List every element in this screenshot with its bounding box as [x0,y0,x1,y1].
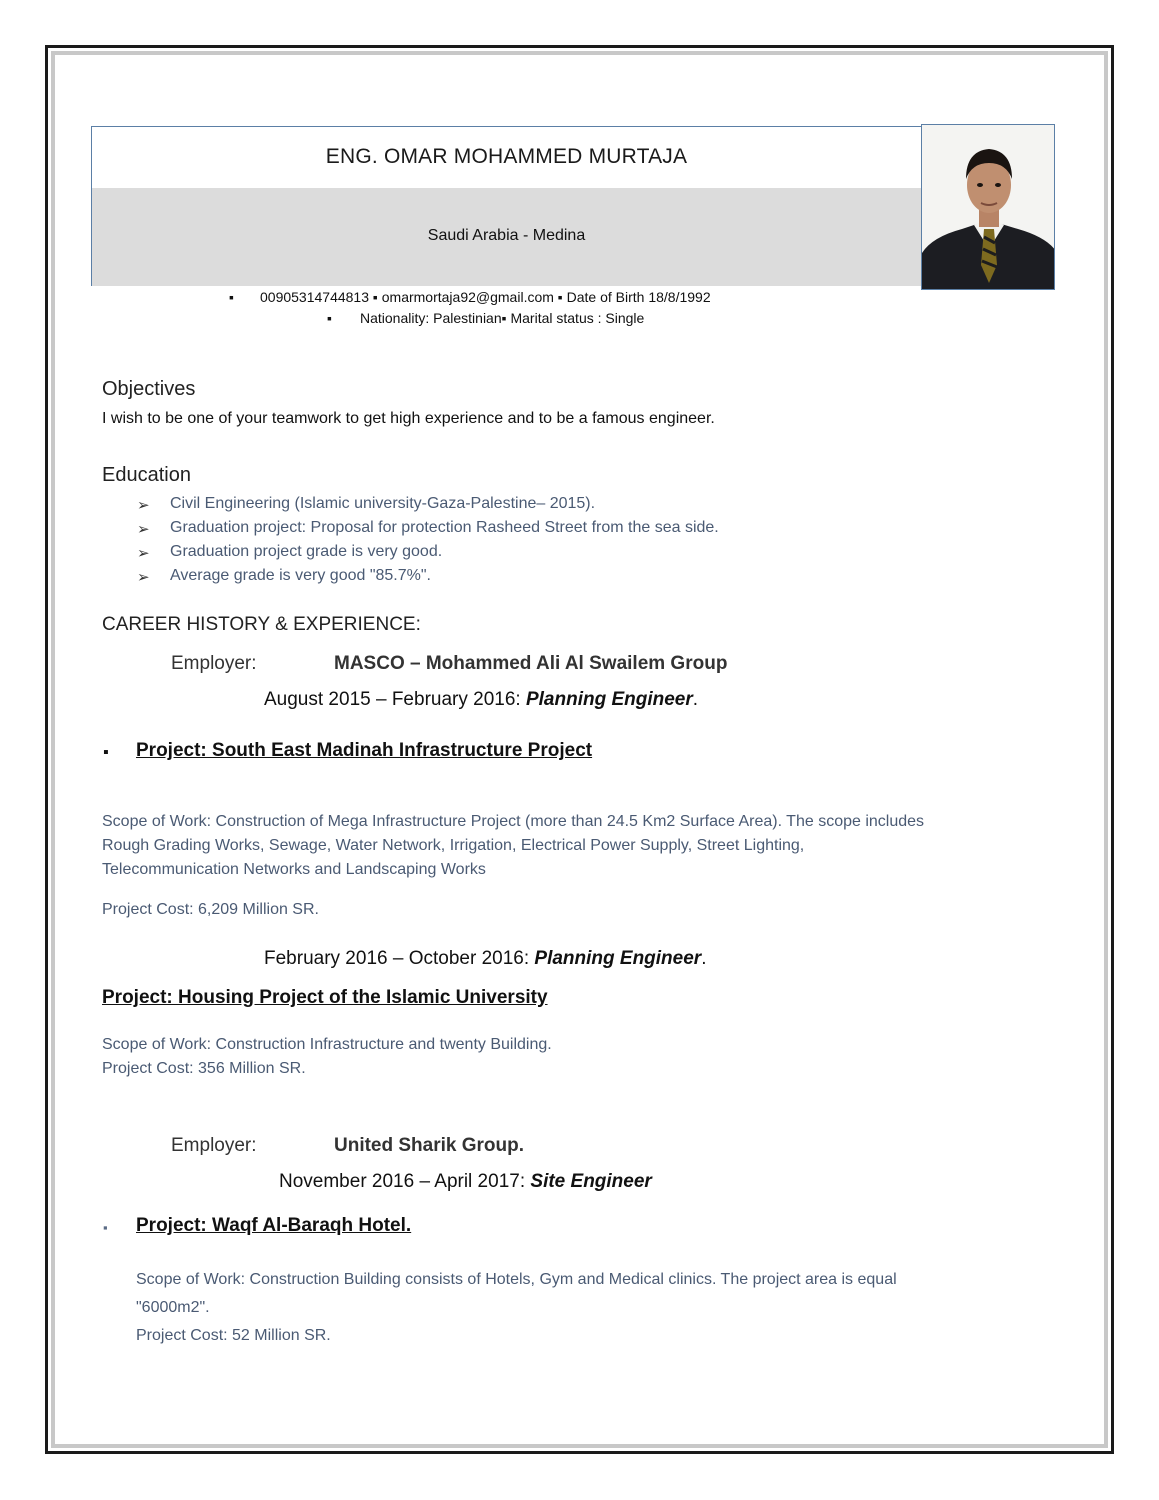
education-heading: Education [102,464,191,486]
candidate-name: ENG. OMAR MOHAMMED MURTAJA [325,145,688,168]
project-scope-line: Scope of Work: Construction Building consists of Hotels, Gym and Medical clinics. The project area is equal [136,1271,897,1288]
position-period [279,1171,652,1193]
project-title: Project: Housing Project of the Islamic University [102,987,548,1008]
position-period [264,948,706,970]
period-dates: February 2016 – October 2016: [264,948,535,969]
project-cost: Project Cost: 6,209 Million SR. [102,901,319,918]
period-role: Planning Engineer [534,948,702,969]
project-scope-line: Rough Grading Works, Sewage, Water Network, Irrigation, Electrical Power Supply, Street Lighting, [102,837,805,854]
project-title: Project: Waqf Al-Baraqh Hotel. [136,1215,412,1236]
project-bullet-icon: ▪ [103,744,109,761]
arrow-bullet-icon: ➢ [137,521,150,538]
objectives-heading: Objectives [102,378,196,400]
project-scope-line: Scope of Work: Construction Infrastructure and twenty Building. [102,1036,552,1053]
contact-line-2: Nationality: Palestinian▪ Marital status : Single [360,310,645,326]
project-cost: Project Cost: 356 Million SR. [102,1060,306,1077]
project-bullet-icon: ▪ [103,1220,108,1235]
arrow-bullet-icon: ➢ [137,497,150,514]
portrait-image [922,125,1055,290]
project-scope-line: "6000m2". [136,1299,210,1316]
education-item: Graduation project grade is very good. [170,543,443,560]
employer-name: MASCO – Mohammed Ali Al Swailem Group [334,653,728,674]
career-heading: CAREER HISTORY & EXPERIENCE: [102,614,421,635]
project-title: Project: South East Madinah Infrastructure Project [136,740,593,761]
education-item: Average grade is very good "85.7%". [170,567,431,584]
candidate-location: Saudi Arabia - Medina [427,227,586,244]
period-dates: November 2016 – April 2017: [279,1171,531,1192]
period-role: Planning Engineer [525,689,693,710]
position-period [264,689,698,711]
education-item: Civil Engineering (Islamic university-Gaza-Palestine– 2015). [170,495,596,512]
employer-name: United Sharik Group. [334,1135,525,1156]
period-suffix: . [692,689,699,710]
period-suffix: . [701,948,707,969]
objectives-text: I wish to be one of your teamwork to get high experience and to be a famous engineer. [102,410,715,427]
arrow-bullet-icon: ➢ [137,569,150,586]
education-item: Graduation project: Proposal for protection Rasheed Street from the sea side. [170,519,719,536]
contact-bullet-1: ▪ [229,289,234,305]
profile-photo [921,124,1055,290]
period-role: Site Engineer [530,1171,652,1192]
contact-line-1: 00905314744813 ▪ omarmortaja92@gmail.com ▪ Date of Birth 18/8/1992 [260,289,711,305]
project-scope-line: Telecommunication Networks and Landscaping Works [102,861,486,878]
employer-label: Employer: [171,1135,257,1156]
period-dates: August 2015 – February 2016: [264,689,526,710]
project-scope-line: Scope of Work: Construction of Mega Infrastructure Project (more than 24.5 Km2 Surface Area). The scope includes [102,813,925,830]
project-cost: Project Cost: 52 Million SR. [136,1327,331,1344]
contact-bullet-2: ▪ [327,310,332,326]
arrow-bullet-icon: ➢ [137,545,150,562]
header-box [91,126,922,286]
employer-label: Employer: [171,653,257,674]
